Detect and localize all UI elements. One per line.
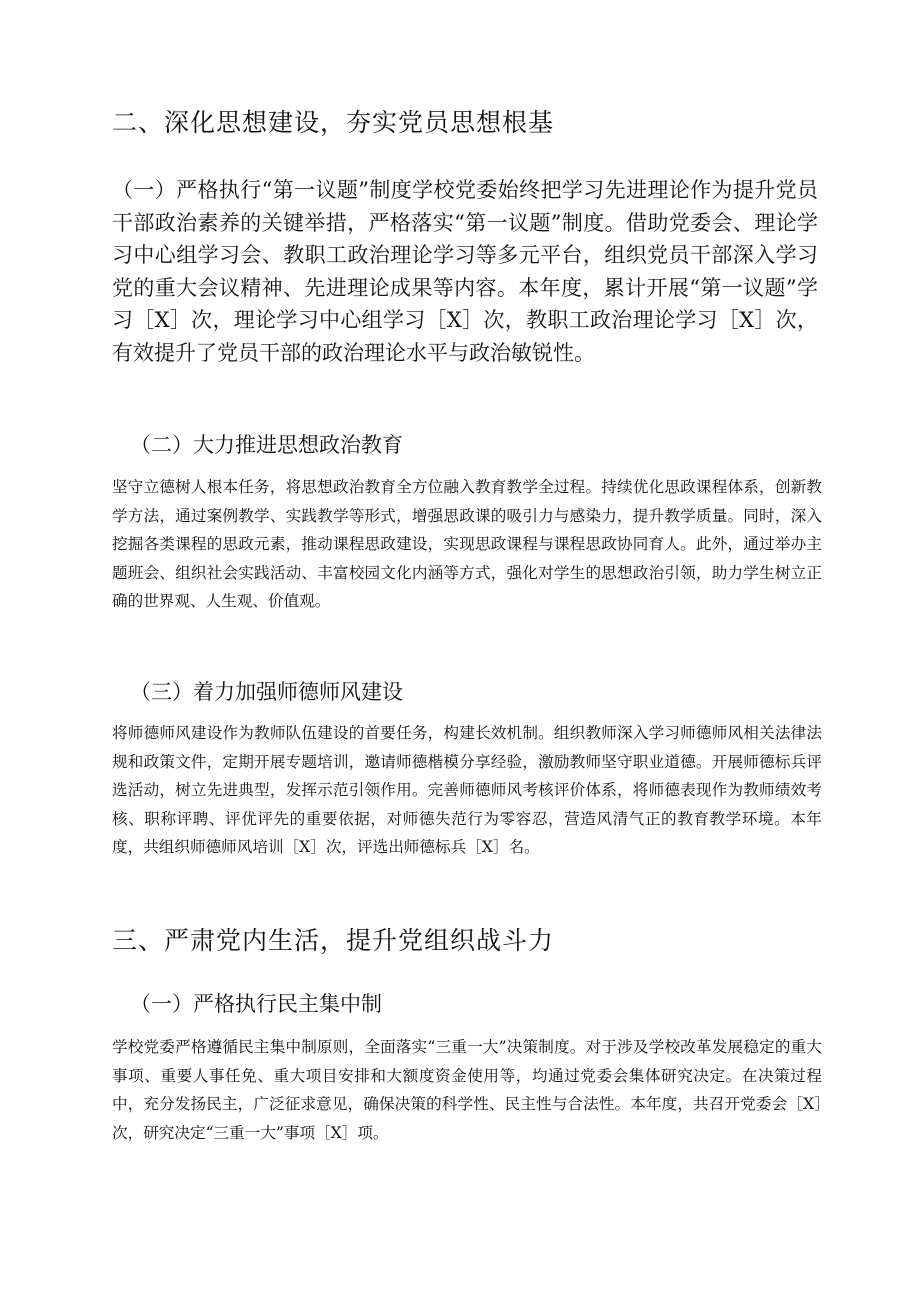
section-two-paragraph-ideological-education: 坚守立德树人根本任务，将思想政治教育全方位融入教育教学全过程。持续优化思政课程体系，创新教学方法，通过案例教学、实践教学等形式，增强思政课的吸引力与感染力，提升教学质量。同时，深入挖掘各类课程的思政元素，推动课程思政建设，实现思政课程与课程思政协同育人。此外，通过举办主题班会、组织社会实践活动、丰富校园文化内涵等方式，强化对学生的思想政治引领，助力学生树立正确的世界观、人生观、价值观。 — [112, 478, 822, 610]
section-two-subtitle-teacher-ethics: （三）着力加强师德师风建设 — [130, 680, 403, 704]
section-three-subtitle-democratic-centralism: （一）严格执行民主集中制 — [130, 992, 382, 1016]
section-two-paragraph-first-topic: （一）严格执行“第一议题”制度学校党委始终把学习先进理论作为提升党员干部政治素养的关键举措，严格落实“第一议题”制度。借助党委会、理论学习中心组学习会、教职工政治理论学习等多元平台，组织党员干部深入学习党的重大会议精神、先进理论成果等内容。本年度，累计开展“第一议题”学习［X］次，理论学习中心组学习［X］次，教职工政治理论学习［X］次，有效提升了党员干部的政治理论水平与政治敏锐性。 — [112, 178, 818, 365]
section-two-title: 二、深化思想建设，夯实党员思想根基 — [112, 108, 555, 137]
section-three-paragraph-democratic-centralism: 学校党委严格遵循民主集中制原则，全面落实“三重一大”决策制度。对于涉及学校改革发展稳定的重大事项、重要人事任免、重大项目安排和大额度资金使用等，均通过党委会集体研究决定。在决策过程中，充分发扬民主，广泛征求意见，确保决策的科学性、民主性与合法性。本年度，共召开党委会［X］次，研究决定“三重一大”事项［X］项。 — [112, 1038, 822, 1142]
section-two-paragraph-teacher-ethics: 将师德师风建设作为教师队伍建设的首要任务，构建长效机制。组织教师深入学习师德师风相关法律法规和政策文件，定期开展专题培训，邀请师德楷模分享经验，激励教师坚守职业道德。开展师德标兵评选活动，树立先进典型，发挥示范引领作用。完善师德师风考核评价体系，将师德表现作为教师绩效考核、职称评聘、评优评先的重要依据，对师德失范行为零容忍，营造风清气正的教育教学环境。本年度，共组织师德师风培训［X］次，评选出师德标兵［X］名。 — [112, 724, 822, 856]
section-two-subtitle-ideological-education: （二）大力推进思想政治教育 — [130, 433, 403, 457]
section-three-title: 三、严肃党内生活，提升党组织战斗力 — [112, 926, 555, 955]
